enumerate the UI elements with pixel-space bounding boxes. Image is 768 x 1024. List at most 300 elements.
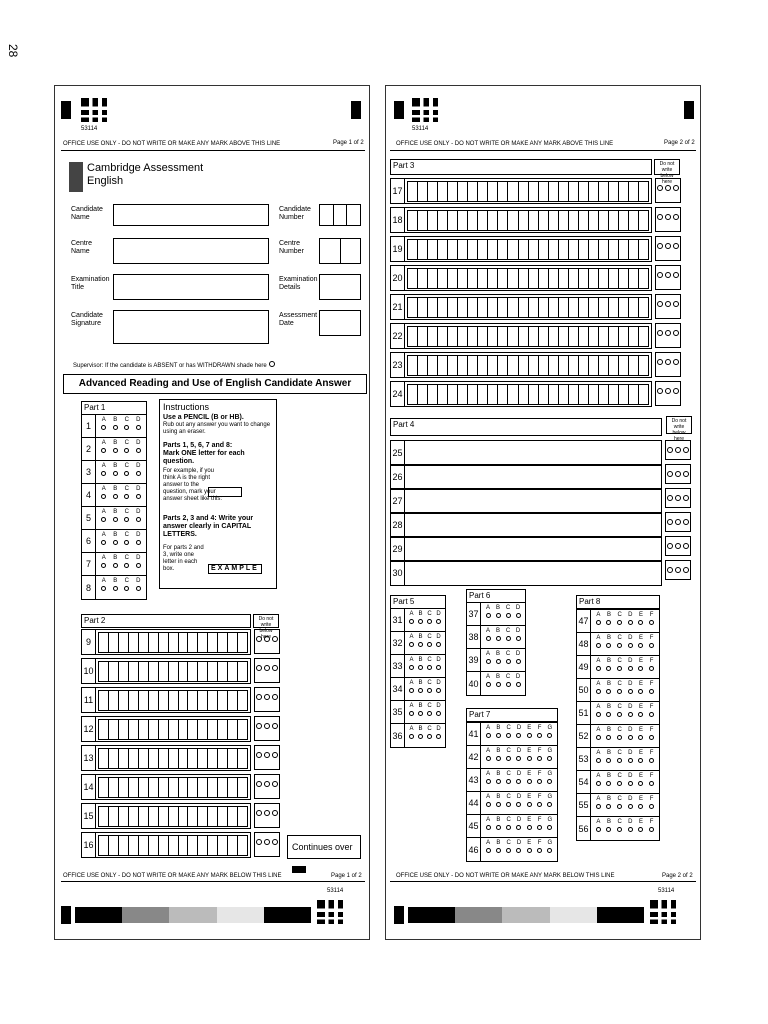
question-row (467, 649, 525, 672)
answer-option[interactable]: A (596, 656, 601, 678)
answer-option[interactable]: C (427, 701, 432, 723)
answer-option[interactable]: G (547, 769, 552, 791)
question-number: 53 (577, 748, 591, 770)
answer-row[interactable] (81, 658, 251, 684)
answer-option[interactable]: A (596, 610, 601, 632)
letter-boxes[interactable] (98, 806, 248, 827)
exam-title-field[interactable] (113, 274, 269, 300)
answer-option[interactable]: D (628, 610, 633, 632)
answer-option[interactable]: B (496, 649, 501, 671)
answer-option[interactable]: F (649, 679, 654, 701)
answer-option[interactable]: B (496, 746, 501, 768)
letter-boxes[interactable] (98, 835, 248, 856)
qr-code-bottom (317, 900, 343, 924)
answer-option[interactable]: B (606, 771, 611, 793)
answer-option[interactable]: B (113, 507, 118, 529)
question-number: 8 (82, 576, 96, 599)
answer-row[interactable] (390, 381, 652, 407)
answer-option[interactable]: E (638, 771, 643, 793)
answer-option[interactable]: C (124, 461, 129, 483)
question-row (467, 672, 525, 695)
answer-option[interactable]: D (628, 748, 633, 770)
answer-option[interactable]: A (486, 769, 491, 791)
answer-row[interactable] (81, 716, 251, 742)
answer-option[interactable]: A (596, 794, 601, 816)
question-row (467, 603, 525, 626)
answer-option[interactable]: D (436, 678, 441, 700)
answer-option[interactable]: D (628, 771, 633, 793)
continues-over-button[interactable]: Continues over (287, 835, 361, 859)
answer-option[interactable]: B (418, 678, 423, 700)
answer-option[interactable]: A (596, 725, 601, 747)
answer-option[interactable]: D (436, 609, 441, 631)
answer-option[interactable]: D (136, 438, 141, 460)
letter-boxes[interactable] (98, 661, 248, 682)
question-number: 16 (82, 833, 96, 857)
answer-option[interactable]: D (136, 576, 141, 599)
answer-option[interactable]: B (418, 632, 423, 654)
marker-box (655, 178, 681, 203)
answer-row[interactable] (390, 560, 662, 586)
office-use-bottom: OFFICE USE ONLY - DO NOT WRITE OR MAKE ANY MARK BELOW THIS LINE (396, 873, 615, 879)
answer-option[interactable]: A (101, 438, 106, 460)
answer-option[interactable]: B (606, 794, 611, 816)
answer-option[interactable]: C (427, 632, 432, 654)
answer-option[interactable]: E (638, 679, 643, 701)
answer-option[interactable]: F (537, 723, 542, 745)
signature-field[interactable] (113, 310, 269, 344)
question-number: 27 (391, 489, 405, 513)
letter-boxes[interactable] (407, 268, 649, 289)
answer-option[interactable]: B (496, 815, 501, 837)
answer-option[interactable]: B (606, 725, 611, 747)
answer-option[interactable]: F (537, 815, 542, 837)
letter-boxes[interactable] (407, 239, 649, 260)
answer-row[interactable] (390, 323, 652, 349)
marker-box (655, 265, 681, 290)
answer-option[interactable]: B (113, 415, 118, 437)
answer-option[interactable]: F (649, 725, 654, 747)
answer-option[interactable]: F (649, 633, 654, 655)
answer-option[interactable]: D (628, 794, 633, 816)
answer-option[interactable]: A (101, 553, 106, 575)
answer-option[interactable]: F (537, 769, 542, 791)
answer-option[interactable]: B (606, 679, 611, 701)
answer-option[interactable]: A (101, 576, 106, 599)
answer-option[interactable]: E (527, 769, 532, 791)
answer-option[interactable]: C (124, 530, 129, 552)
assessment-date-field[interactable] (319, 310, 361, 336)
answer-option[interactable]: C (617, 633, 622, 655)
do-not-write-label: Do not write below here (666, 416, 692, 434)
question-row (467, 838, 557, 861)
question-row (391, 632, 445, 655)
question-number: 4 (82, 484, 96, 506)
answer-row[interactable] (390, 352, 652, 378)
answer-option[interactable]: A (409, 632, 414, 654)
answer-option[interactable]: A (486, 815, 491, 837)
answer-option[interactable]: C (427, 609, 432, 631)
answer-option[interactable]: D (628, 633, 633, 655)
answer-row[interactable] (81, 629, 251, 655)
marker-box (254, 803, 280, 828)
answer-option[interactable]: E (638, 610, 643, 632)
grayscale-bar (408, 907, 644, 923)
answer-option[interactable]: E (527, 792, 532, 814)
answer-option[interactable]: E (638, 748, 643, 770)
letter-boxes[interactable] (98, 719, 248, 740)
answer-option[interactable]: F (649, 794, 654, 816)
question-number: 54 (577, 771, 591, 793)
answer-row[interactable] (390, 440, 662, 466)
answer-option[interactable]: C (617, 771, 622, 793)
answer-option[interactable]: A (409, 724, 414, 747)
marker-box (655, 381, 681, 406)
answer-option[interactable]: D (136, 461, 141, 483)
answer-option[interactable]: D (516, 672, 521, 695)
answer-option[interactable]: F (649, 656, 654, 678)
letter-boxes[interactable] (407, 326, 649, 347)
question-number: 19 (391, 237, 405, 261)
question-number: 18 (391, 208, 405, 232)
letter-boxes[interactable] (98, 748, 248, 769)
do-not-write-label: Do not write below here (654, 159, 680, 175)
page-label-top: Page 2 of 2 (664, 140, 695, 146)
answer-row[interactable] (81, 745, 251, 771)
question-row (391, 609, 445, 632)
question-row (82, 415, 146, 438)
answer-option[interactable]: E (527, 723, 532, 745)
centre-name-field[interactable] (113, 238, 269, 264)
question-number: 25 (391, 441, 405, 465)
answer-option[interactable]: C (124, 507, 129, 529)
answer-option[interactable]: E (638, 633, 643, 655)
answer-option[interactable]: C (617, 656, 622, 678)
answer-option[interactable]: D (136, 415, 141, 437)
question-number: 10 (82, 659, 96, 683)
answer-option[interactable]: C (124, 415, 129, 437)
answer-option[interactable]: E (638, 794, 643, 816)
answer-option[interactable]: D (516, 649, 521, 671)
answer-option[interactable]: C (124, 553, 129, 575)
logo-text: Cambridge Assessment English (87, 162, 204, 187)
answer-option[interactable]: C (506, 838, 511, 861)
answer-option[interactable]: D (516, 603, 521, 625)
answer-option[interactable]: C (617, 610, 622, 632)
answer-option[interactable]: F (649, 702, 654, 724)
letter-boxes[interactable] (98, 690, 248, 711)
answer-option[interactable]: A (101, 507, 106, 529)
answer-option[interactable]: F (537, 792, 542, 814)
marker-box (665, 536, 691, 556)
answer-option[interactable]: B (496, 769, 501, 791)
question-number: 28 (391, 513, 405, 537)
question-number: 24 (391, 382, 405, 406)
answer-option[interactable]: B (496, 626, 501, 648)
answer-option[interactable]: B (606, 748, 611, 770)
question-row (82, 553, 146, 576)
answer-option[interactable]: D (628, 679, 633, 701)
answer-option[interactable]: A (101, 530, 106, 552)
answer-option[interactable]: G (547, 723, 552, 745)
answer-option[interactable]: D (136, 507, 141, 529)
answer-option[interactable]: F (537, 746, 542, 768)
answer-option[interactable]: C (506, 746, 511, 768)
answer-option[interactable]: D (628, 656, 633, 678)
question-number: 12 (82, 717, 96, 741)
answer-option[interactable]: D (516, 838, 521, 861)
letter-boxes[interactable] (407, 384, 649, 405)
label-candidate-number: Candidate Number (279, 206, 311, 221)
question-number: 38 (467, 626, 481, 648)
answer-option[interactable]: B (496, 672, 501, 695)
answer-option[interactable]: B (113, 461, 118, 483)
answer-option[interactable]: B (113, 576, 118, 599)
answer-sheet-page-2 (385, 85, 701, 940)
answer-option[interactable]: A (409, 609, 414, 631)
question-number: 48 (577, 633, 591, 655)
answer-option[interactable]: F (649, 748, 654, 770)
question-number: 3 (82, 461, 96, 483)
answer-option[interactable]: A (486, 672, 491, 695)
answer-option[interactable]: C (617, 702, 622, 724)
answer-option[interactable]: B (606, 656, 611, 678)
question-number: 7 (82, 553, 96, 575)
timing-mark (351, 101, 361, 119)
question-row (82, 576, 146, 599)
answer-option[interactable]: G (547, 838, 552, 861)
letter-boxes[interactable] (407, 181, 649, 202)
answer-option[interactable]: E (527, 838, 532, 861)
answer-option[interactable]: D (436, 724, 441, 747)
answer-option[interactable]: C (506, 769, 511, 791)
candidate-number-field[interactable] (319, 204, 361, 226)
answer-option[interactable]: A (596, 748, 601, 770)
question-row (82, 438, 146, 461)
office-use-top: OFFICE USE ONLY - DO NOT WRITE OR MAKE ANY MARK ABOVE THIS LINE (63, 141, 281, 147)
answer-option[interactable]: A (101, 484, 106, 506)
answer-option[interactable]: A (409, 701, 414, 723)
answer-option[interactable]: D (628, 817, 633, 840)
answer-option[interactable]: C (124, 576, 129, 599)
letter-boxes[interactable] (98, 632, 248, 653)
marker-box (254, 658, 280, 683)
answer-option[interactable]: C (506, 792, 511, 814)
question-row (467, 723, 557, 746)
answer-option[interactable]: B (113, 553, 118, 575)
candidate-name-field[interactable] (113, 204, 269, 226)
answer-option[interactable]: B (496, 723, 501, 745)
do-not-write-label: Do not write below here (253, 614, 279, 628)
answer-option[interactable]: E (638, 725, 643, 747)
question-row (467, 792, 557, 815)
answer-option[interactable]: C (617, 748, 622, 770)
answer-option[interactable]: C (506, 723, 511, 745)
question-number: 21 (391, 295, 405, 319)
answer-option[interactable]: D (628, 725, 633, 747)
question-row (577, 817, 659, 840)
marker-box (665, 440, 691, 460)
label-centre-name: Centre Name (71, 240, 93, 255)
answer-option[interactable]: A (486, 723, 491, 745)
question-number: 32 (391, 632, 405, 654)
answer-option[interactable]: B (496, 603, 501, 625)
answer-option[interactable]: D (136, 530, 141, 552)
question-number: 34 (391, 678, 405, 700)
answer-option[interactable]: C (427, 655, 432, 677)
answer-option[interactable]: A (486, 838, 491, 861)
office-use-bottom: OFFICE USE ONLY - DO NOT WRITE OR MAKE ANY MARK BELOW THIS LINE (63, 873, 282, 879)
answer-option[interactable]: G (547, 815, 552, 837)
question-number: 6 (82, 530, 96, 552)
centre-number-field[interactable] (319, 238, 361, 264)
answer-option[interactable]: G (547, 792, 552, 814)
answer-row[interactable] (390, 236, 652, 262)
answer-option[interactable]: E (527, 746, 532, 768)
letter-boxes[interactable] (407, 297, 649, 318)
answer-option[interactable]: C (124, 438, 129, 460)
answer-option[interactable]: B (496, 838, 501, 861)
part-7-header: Part 7 (466, 708, 558, 722)
answer-option[interactable]: A (486, 626, 491, 648)
answer-option[interactable]: E (638, 817, 643, 840)
answer-row[interactable] (81, 803, 251, 829)
answer-option[interactable]: G (547, 746, 552, 768)
answer-option[interactable]: A (486, 792, 491, 814)
answer-row[interactable] (390, 178, 652, 204)
answer-row[interactable] (390, 265, 652, 291)
answer-option[interactable]: C (124, 484, 129, 506)
answer-option[interactable]: A (409, 678, 414, 700)
answer-option[interactable]: B (418, 609, 423, 631)
answer-option[interactable]: E (638, 702, 643, 724)
answer-option[interactable]: B (113, 438, 118, 460)
answer-option[interactable]: B (606, 610, 611, 632)
question-number: 52 (577, 725, 591, 747)
answer-option[interactable]: C (617, 725, 622, 747)
answer-option[interactable]: F (649, 610, 654, 632)
question-number: 45 (467, 815, 481, 837)
answer-option[interactable]: C (506, 815, 511, 837)
question-row (577, 633, 659, 656)
marker-box (655, 323, 681, 348)
answer-option[interactable]: D (516, 723, 521, 745)
answer-row[interactable] (390, 536, 662, 562)
answer-option[interactable]: D (136, 553, 141, 575)
answer-option[interactable]: C (506, 603, 511, 625)
sheet-id: 53114 (412, 126, 429, 132)
answer-option[interactable]: A (596, 817, 601, 840)
marker-box (254, 687, 280, 712)
answer-option[interactable]: F (537, 838, 542, 861)
question-number: 46 (467, 838, 481, 861)
answer-option[interactable]: B (496, 792, 501, 814)
exam-details-field[interactable] (319, 274, 361, 300)
answer-option[interactable]: C (506, 626, 511, 648)
answer-option[interactable]: A (596, 679, 601, 701)
answer-option[interactable]: C (506, 649, 511, 671)
answer-row[interactable] (390, 488, 662, 514)
answer-option[interactable]: C (506, 672, 511, 695)
page-number: 28 (6, 44, 20, 58)
answer-row[interactable] (390, 294, 652, 320)
answer-row[interactable] (390, 512, 662, 538)
question-number: 41 (467, 723, 481, 745)
answer-option[interactable]: B (418, 655, 423, 677)
answer-option[interactable]: D (516, 746, 521, 768)
answer-row[interactable] (81, 774, 251, 800)
answer-option[interactable]: B (113, 484, 118, 506)
answer-option[interactable]: D (436, 701, 441, 723)
answer-option[interactable]: F (649, 771, 654, 793)
answer-option[interactable]: D (136, 484, 141, 506)
answer-option[interactable]: A (596, 702, 601, 724)
answer-option[interactable]: A (486, 603, 491, 625)
marker-box (254, 716, 280, 741)
answer-option[interactable]: D (516, 815, 521, 837)
marker-box (254, 774, 280, 799)
answer-row[interactable] (390, 464, 662, 490)
letter-boxes[interactable] (407, 355, 649, 376)
letter-boxes[interactable] (407, 210, 649, 231)
part-8-header: Part 8 (576, 595, 660, 609)
answer-option[interactable]: A (409, 655, 414, 677)
absent-shade-circle[interactable] (269, 361, 275, 367)
answer-option[interactable]: A (596, 771, 601, 793)
question-number: 26 (391, 465, 405, 489)
answer-option[interactable]: B (606, 633, 611, 655)
question-number: 30 (391, 561, 405, 585)
answer-option[interactable]: B (606, 817, 611, 840)
answer-option[interactable]: E (638, 656, 643, 678)
answer-option[interactable]: C (617, 794, 622, 816)
answer-option[interactable]: B (113, 530, 118, 552)
timing-mark (61, 101, 71, 119)
question-number: 47 (577, 610, 591, 632)
answer-option[interactable]: B (418, 724, 423, 747)
question-number: 33 (391, 655, 405, 677)
answer-option[interactable]: A (596, 633, 601, 655)
question-number: 20 (391, 266, 405, 290)
answer-option[interactable]: C (617, 817, 622, 840)
answer-row[interactable] (81, 832, 251, 858)
answer-option[interactable]: D (516, 769, 521, 791)
answer-option[interactable]: D (436, 632, 441, 654)
sheet-id: 53114 (81, 126, 98, 132)
answer-option[interactable]: C (427, 724, 432, 747)
answer-option[interactable]: C (427, 678, 432, 700)
marker-box (655, 294, 681, 319)
answer-option[interactable]: C (617, 679, 622, 701)
answer-row[interactable] (390, 207, 652, 233)
answer-row[interactable] (81, 687, 251, 713)
answer-option[interactable]: A (101, 461, 106, 483)
answer-option[interactable]: D (516, 792, 521, 814)
answer-option[interactable]: D (516, 626, 521, 648)
answer-option[interactable]: D (436, 655, 441, 677)
letter-boxes[interactable] (98, 777, 248, 798)
answer-option[interactable]: D (628, 702, 633, 724)
answer-option[interactable]: F (649, 817, 654, 840)
answer-option[interactable]: B (606, 702, 611, 724)
question-number: 42 (467, 746, 481, 768)
answer-option[interactable]: B (418, 701, 423, 723)
answer-option[interactable]: A (486, 649, 491, 671)
answer-option[interactable]: A (486, 746, 491, 768)
answer-option[interactable]: A (101, 415, 106, 437)
answer-option[interactable]: E (527, 815, 532, 837)
marker-box (254, 832, 280, 857)
